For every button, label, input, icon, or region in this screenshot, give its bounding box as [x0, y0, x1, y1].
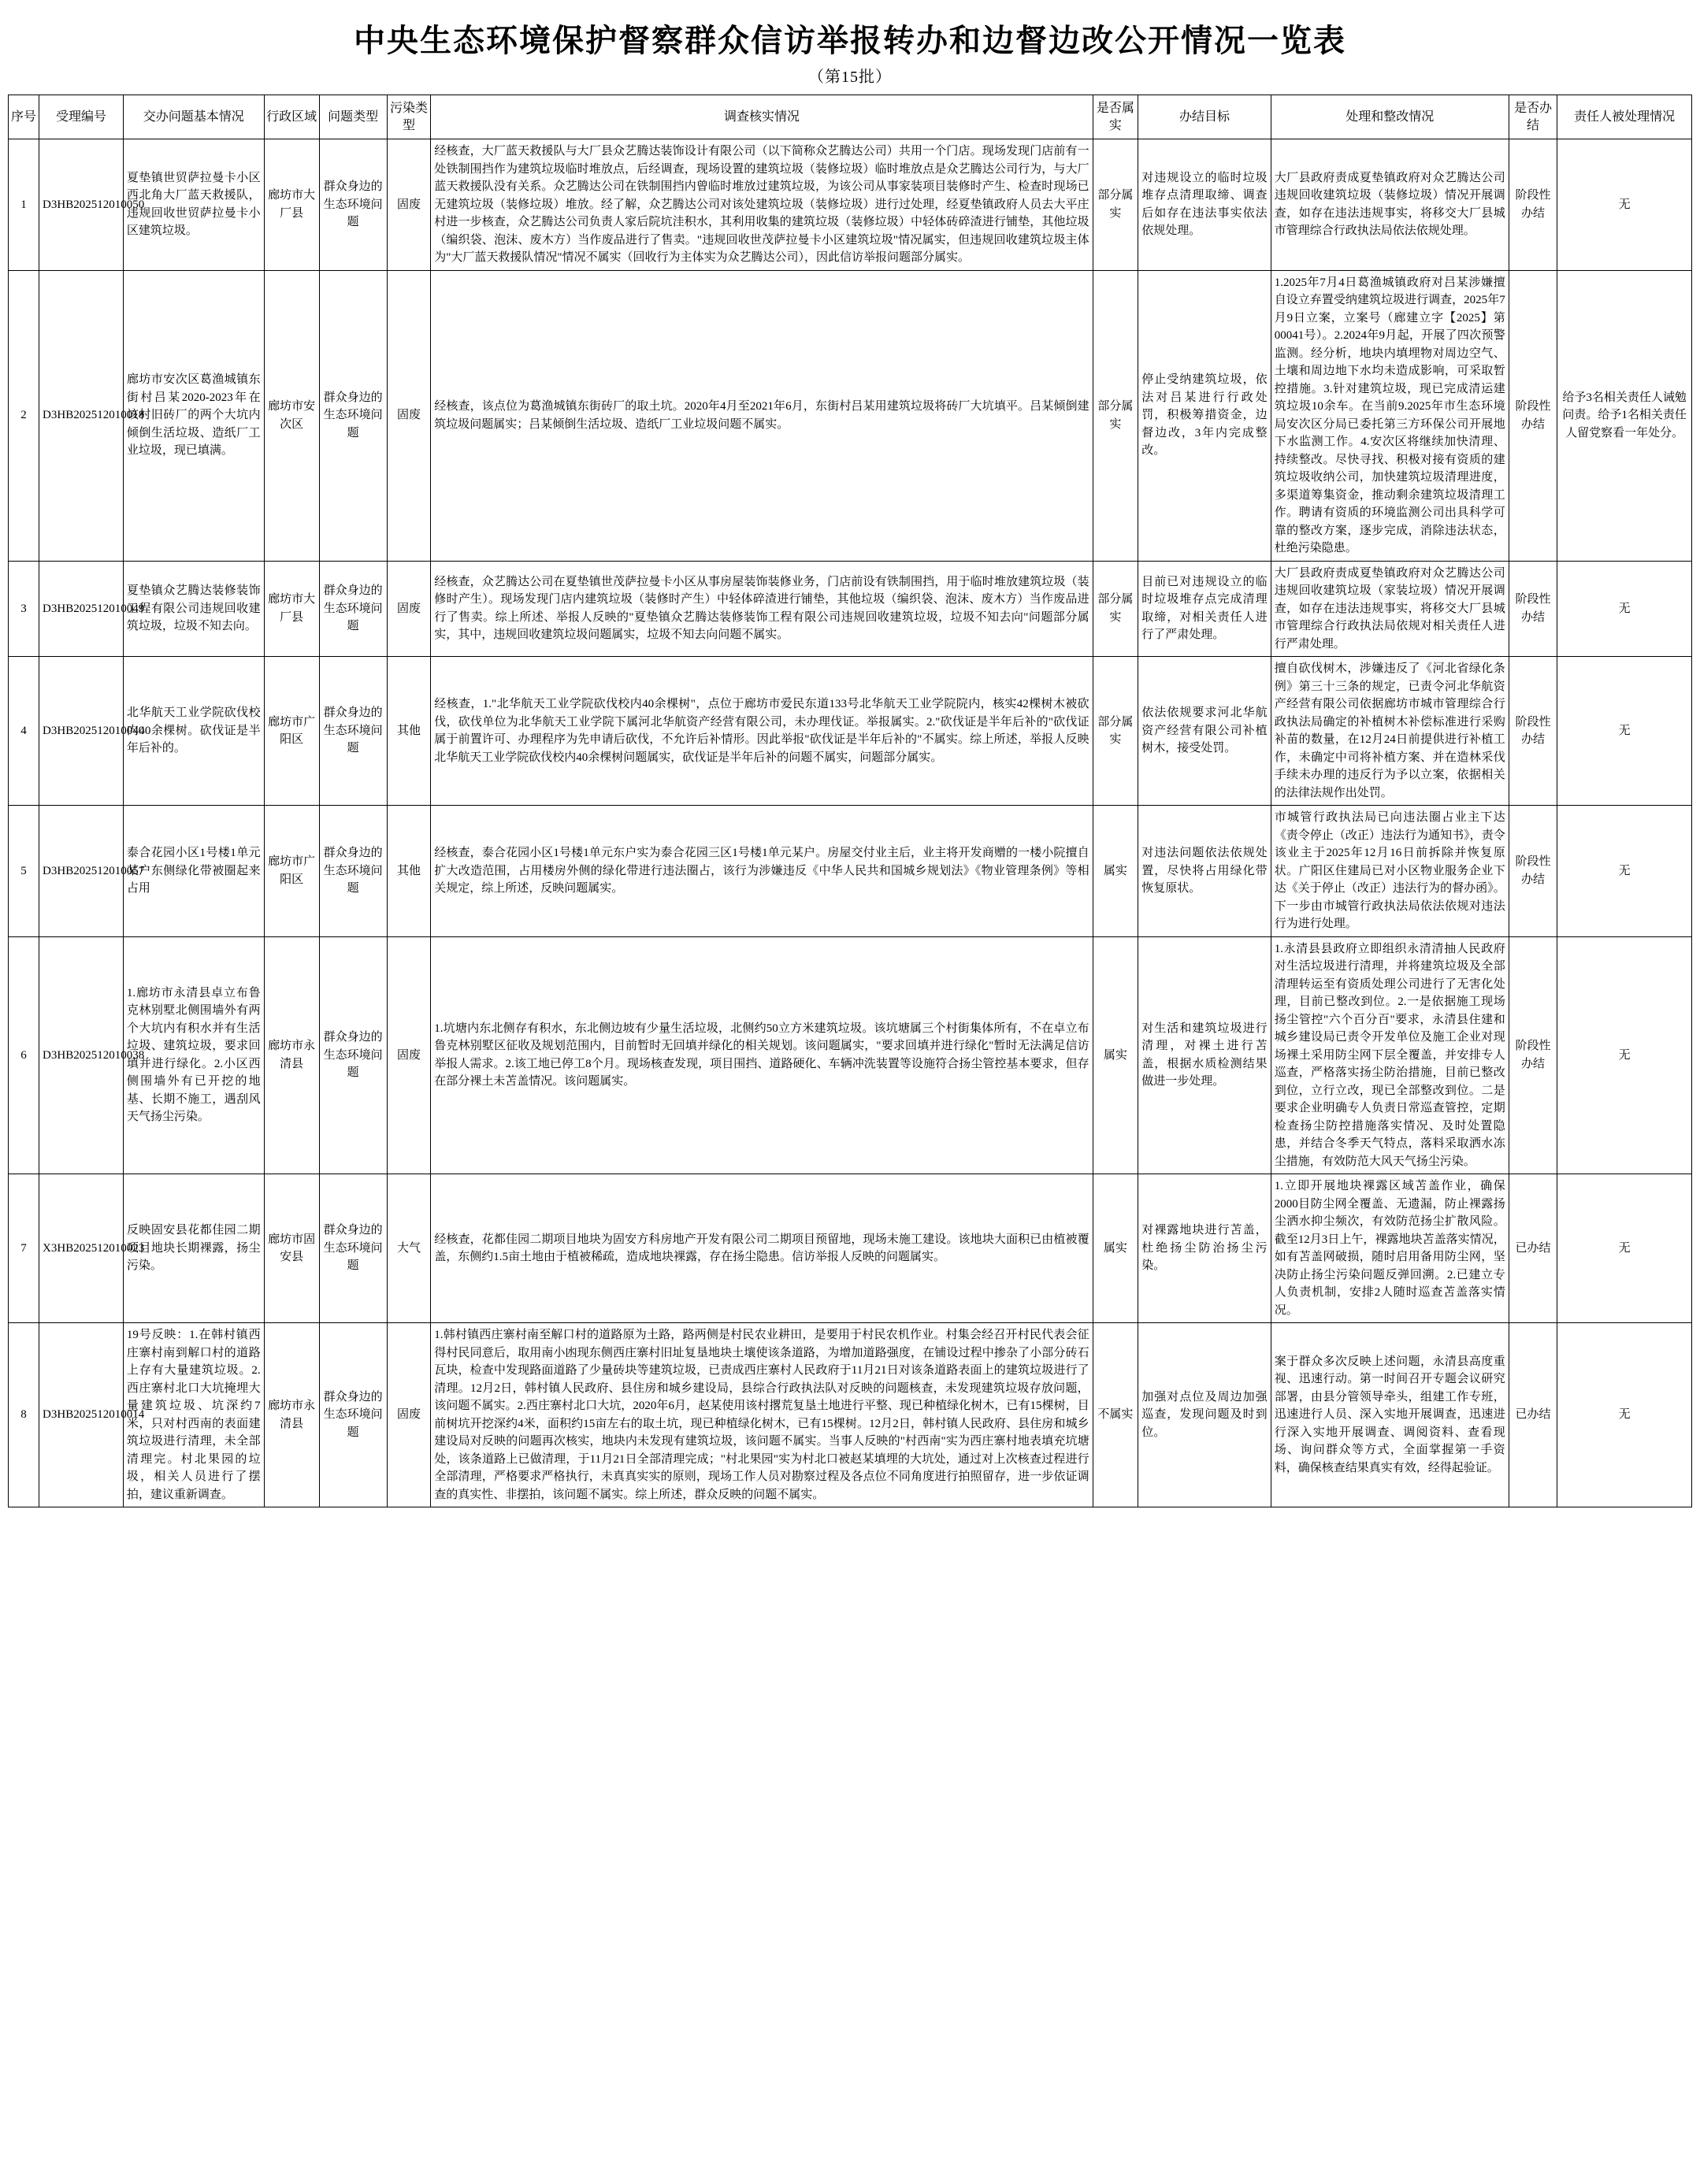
cell-index: 5	[9, 806, 39, 937]
column-header-description: 交办问题基本情况	[123, 95, 264, 139]
cell-code: D3HB202512010038	[39, 936, 124, 1174]
cell-remediation: 大厂县政府责成夏垫镇政府对众艺腾达公司违规回收建筑垃圾（装修垃圾）情况开展调查，如存在违法违规事实，将移交大厂县城市管理综合行政执法局依法依规处理。	[1271, 139, 1509, 271]
cell-goal: 对违规设立的临时垃圾堆存点清理取缔、调查后如存在违法事实依法依规处理。	[1138, 139, 1271, 271]
cell-remediation: 擅自砍伐树木，涉嫌违反了《河北省绿化条例》第三十三条的规定，已责令河北华航资产经营有限公司依据廊坊市城市管理综合行政执法局确定的补植树木补偿标准进行采购补苗的数量，在12月24日前提供进行补植工作，未确定中司将补植方案、并在造林采伐手续未办理的违反行为予以立案，依据相关的法律法规作出处罚。	[1271, 657, 1509, 806]
table-row	[9, 1174, 1692, 1323]
cell-responsible: 无	[1557, 561, 1692, 657]
cell-region: 廊坊市永清县	[264, 1323, 319, 1507]
column-header-investigation: 调查核实情况	[431, 95, 1093, 139]
table-row	[9, 561, 1692, 657]
table-row	[9, 806, 1692, 937]
cell-pollution-type: 固废	[387, 270, 430, 561]
column-header-remediation: 处理和整改情况	[1271, 95, 1509, 139]
cell-investigation: 经核查，1."北华航天工业学院砍伐校内40余棵树"，点位于廊坊市爱民东道133号北华航天工业学院院内，核实42棵树木被砍伐，砍伐单位为北华航天工业学院下属河北华航资产经营有限公司，未办理伐证。举报属实。2."砍伐证是半年后补的"砍伐证属于前置许可、办理程序为先申请后砍伐，不允许后补情形。因此举报"砍伐证是半年后补的"不属实。综上所述，举报人反映北华航天工业学院砍伐校内40余棵树问题属实，砍伐证是半年后补的问题不属实，问题部分属实。	[431, 657, 1093, 806]
cell-investigation: 1.韩村镇西庄寨村南至解口村的道路原为土路，路两侧是村民农业耕田，是要用于村民农机作业。村集会经召开村民代表会征得村民同意后，取用南小凼现东侧西庄寨村旧址复垦地块土壤使该条道路，为增加道路强度，在铺设过程中掺杂了小部分砖石瓦块，检查中发现路面道路了少量砖块等建筑垃圾，已责成西庄寨村人民政府于11月21日对该条道路表面上的建筑垃圾进行了清理。12月2日，韩村镇人民政府、县住房和城乡建设局，县综合行政执法队对反映的问题核查，未发现建筑垃圾存放问题，该问题不属实。2.西庄寨村北口大坑，2020年6月，赵某使用该村撂荒复垦土地进行平整、现已种植绿化树木，已有15棵树，目前树坑开挖深约4米，面积约15亩左右的取土坑，现已种植绿化树木，已有15棵树。12月2日，韩村镇人民政府、县住房和城乡建设局对反映的问题再次核实，地块内未发现有建筑垃圾，该问题不属实。当事人反映的"村西南"实为西庄寨村地表填充坑塘处，该条道路上已做清理，于11月21日全部清理完成；"村北果园"实为村北口被赵某填埋的大坑处，通过对上次核查过程进行全部清理，严格要求严格执行，未真真实实的原则，现场工作人员对勘察过程及各点位不同角度进行拍照留存，进一步依证调查的真实性、非摆拍，该问题不属实。综上所述，群众反映的问题不属实。	[431, 1323, 1093, 1507]
cell-code: D3HB202512010050	[39, 139, 124, 271]
cell-is-true: 属实	[1093, 1174, 1138, 1323]
cell-is-true: 不属实	[1093, 1323, 1138, 1507]
table-header-row	[9, 95, 1692, 139]
cell-responsible: 给予3名相关责任人诫勉问责。给予1名相关责任人留党察看一年处分。	[1557, 270, 1692, 561]
cell-investigation: 经核查，泰合花园小区1号楼1单元东户实为泰合花园三区1号楼1单元某户。房屋交付业主后，业主将开发商赠的一楼小院擅自扩大改造范围，占用楼房外侧的绿化带进行违法圈占，该行为涉嫌违反《中华人民共和国城乡规划法》《物业管理条例》等相关规定，综上所述，反映问题属实。	[431, 806, 1093, 937]
cell-region: 廊坊市大厂县	[264, 561, 319, 657]
cell-investigation: 经核查，花都佳园二期项目地块为固安方科房地产开发有限公司二期项目预留地，现场未施工建设。该地块大面积已由植被覆盖，东侧约1.5亩土地由于植被稀疏，造成地块裸露，存在扬尘隐患。信访举报人反映的问题属实。	[431, 1174, 1093, 1323]
column-header-problem-type: 问题类型	[319, 95, 387, 139]
cell-index: 4	[9, 657, 39, 806]
cell-problem-type: 群众身边的生态环境问题	[319, 1174, 387, 1323]
cell-pollution-type: 固废	[387, 936, 430, 1174]
cell-goal: 对违法问题依法依规处置，尽快将占用绿化带恢复原状。	[1138, 806, 1271, 937]
column-header-closed: 是否办结	[1509, 95, 1557, 139]
table-row	[9, 1323, 1692, 1507]
cell-closed: 阶段性办结	[1509, 936, 1557, 1174]
cell-index: 2	[9, 270, 39, 561]
cell-description: 廊坊市安次区葛渔城镇东街村吕某2020-2023年在该村旧砖厂的两个大坑内倾倒生活垃圾、造纸厂工业垃圾，现已填满。	[123, 270, 264, 561]
cell-problem-type: 群众身边的生态环境问题	[319, 270, 387, 561]
cell-region: 廊坊市固安县	[264, 1174, 319, 1323]
cell-pollution-type: 大气	[387, 1174, 430, 1323]
column-header-pollution-type: 污染类型	[387, 95, 430, 139]
column-header-is-true: 是否属实	[1093, 95, 1138, 139]
column-header-responsible: 责任人被处理情况	[1557, 95, 1692, 139]
cell-index: 8	[9, 1323, 39, 1507]
cell-index: 3	[9, 561, 39, 657]
cell-responsible: 无	[1557, 1174, 1692, 1323]
cell-code: X3HB202512010023	[39, 1174, 124, 1323]
cell-closed: 阶段性办结	[1509, 139, 1557, 271]
cell-responsible: 无	[1557, 139, 1692, 271]
cell-pollution-type: 固废	[387, 139, 430, 271]
table-row	[9, 139, 1692, 271]
cell-goal: 对裸露地块进行苫盖，杜绝扬尘防治扬尘污染。	[1138, 1174, 1271, 1323]
cell-problem-type: 群众身边的生态环境问题	[319, 806, 387, 937]
cell-problem-type: 群众身边的生态环境问题	[319, 1323, 387, 1507]
column-header-code: 受理编号	[39, 95, 124, 139]
cell-investigation: 经核查，大厂蓝天救援队与大厂县众艺腾达装饰设计有限公司（以下简称众艺腾达公司）共用一个门店。现场发现门店前有一处铁制围挡作为建筑垃圾临时堆放点，后经调查，现场设置的建筑垃圾（装修垃圾）临时堆放点是众艺腾达公司行为，与大厂蓝天救援队没有关系。众艺腾达公司在铁制围挡内曾临时堆放过建筑垃圾，为该公司从事家装项目装修时产生、检查时现场已无建筑垃圾（装修垃圾）堆放。经了解，众艺腾达公司对该处建筑垃圾（装修垃圾）进行过处理，经夏垫镇政府人员去大平庄村进一步核查，众艺腾达公司负责人家后院坑洼积水，其利用收集的建筑垃圾（装修垃圾）中轻体砖碎渣进行铺垫，其他垃圾（编织袋、泡沫、废木方）当作废品进行了售卖。"违规回收世茂萨拉曼卡小区建筑垃圾"情况属实，但违规回收建筑垃圾主体为"大厂蓝天救援队情况"情况不属实（回收行为主体实为众艺腾达公司），因此信访举报问题部分属实。	[431, 139, 1093, 271]
table-row	[9, 657, 1692, 806]
cell-region: 廊坊市永清县	[264, 936, 319, 1174]
cell-description: 泰合花园小区1号楼1单元某户东侧绿化带被圈起来占用	[123, 806, 264, 937]
table-body	[9, 139, 1692, 1507]
column-header-goal: 办结目标	[1138, 95, 1271, 139]
cell-problem-type: 群众身边的生态环境问题	[319, 561, 387, 657]
cell-goal: 对生活和建筑垃圾进行清理，对裸土进行苫盖，根据水质检测结果做进一步处理。	[1138, 936, 1271, 1174]
cell-goal: 依法依规要求河北华航资产经营有限公司补植树木，接受处罚。	[1138, 657, 1271, 806]
cell-remediation: 1.永清县县政府立即组织永清清抽人民政府对生活垃圾进行清理，并将建筑垃圾及全部清理转运至有资质处理公司进行了无害化处理，目前已整改到位。2.一是依据施工现场扬尘管控"六个百分百"要求，永清县住建和城乡建设局已责令开发单位及施工企业对现场裸土采用防尘网下层全覆盖，并安排专人巡查，严格落实扬尘防治措施，目前已整改到位，立行立改，现已全部整改到位。二是要求企业明确专人负责日常巡查管控，定期检查扬尘防控措施落实情况、及时处置隐患，并结合冬季天气特点，落料采取洒水冻尘措施，有效防范大风天气扬尘污染。	[1271, 936, 1509, 1174]
cell-is-true: 部分属实	[1093, 561, 1138, 657]
cell-description: 夏垫镇世贸萨拉曼卡小区西北角大厂蓝天救援队，违规回收世贸萨拉曼卡小区建筑垃圾。	[123, 139, 264, 271]
cell-investigation: 经核查，该点位为葛渔城镇东街砖厂的取土坑。2020年4月至2021年6月，东街村吕某用建筑垃圾将砖厂大坑填平。吕某倾倒建筑垃圾问题属实；吕某倾倒生活垃圾、造纸厂工业垃圾问题不属实。	[431, 270, 1093, 561]
cell-remediation: 大厂县政府责成夏垫镇政府对众艺腾达公司违规回收建筑垃圾（家装垃圾）情况开展调查，如存在违法违规事实，将移交大厂县城市管理综合行政执法局依规对相关责任人进行严肃处理。	[1271, 561, 1509, 657]
cell-index: 6	[9, 936, 39, 1174]
cell-responsible: 无	[1557, 1323, 1692, 1507]
cell-region: 廊坊市广阳区	[264, 806, 319, 937]
cell-index: 1	[9, 139, 39, 271]
cell-investigation: 1.坑塘内东北侧存有积水，东北侧边坡有少量生活垃圾，北侧约50立方米建筑垃圾。该坑塘属三个村街集体所有，不在卓立布鲁克林别墅区征收及规划范围内，目前暂时无回填并绿化的相关规划。该问题属实，"要求回填并进行绿化"暂时无法满足信访举报人需求。2.该工地已停工8个月。现场核查发现，项目围挡、道路硬化、车辆冲洗装置等设施符合扬尘管控基本要求，但存在部分裸土未苫盖情况。该问题属实。	[431, 936, 1093, 1174]
cell-code: D3HB202512010014	[39, 1323, 124, 1507]
cell-problem-type: 群众身边的生态环境问题	[319, 139, 387, 271]
cell-investigation: 经核查，众艺腾达公司在夏垫镇世茂萨拉曼卡小区从事房屋装饰装修业务，门店前设有铁制围挡，用于临时堆放建筑垃圾（装修时产生）。现场发现门店内建筑垃圾（装修时产生）中轻体碎渣进行铺垫，其他垃圾（编织袋、泡沫、废木方）当作废品进行了售卖。综上所述、举报人反映的"夏垫镇众艺腾达装修装饰工程有限公司违规回收建筑垃圾，垃圾不知去向"问题部分属实，其中，违规回收建筑垃圾问题属实，垃圾不知去向问题不属实。	[431, 561, 1093, 657]
cell-remediation: 1.2025年7月4日葛渔城镇政府对吕某涉嫌擅自设立弃置受纳建筑垃圾进行调查，2025年7月9日立案，立案号（廊建立字【2025】第00041号）。2.2024年9月起，开展了四次预警监测。经分析，地块内填埋物对周边空气、土壤和周边地下水均未造成影响，可采取暂控措施。3.针对建筑垃圾，现已完成清运建筑垃圾10余车。在当前9.2025年市生态环境局安次区分局已委托第三方环保公司开展地下水监测工作。4.安次区将继续加快清理、持续整改。尽快寻找、积极对接有资质的建筑垃圾收纳公司，加快建筑垃圾清理进度，多渠道筹集资金，推动剩余建筑垃圾清理工作。聘请有资质的环境监测公司出具科学可靠的整改方案，逐步完成，消除违法状态，杜绝污染隐患。	[1271, 270, 1509, 561]
table-row	[9, 270, 1692, 561]
cell-goal: 加强对点位及周边加强巡查，发现问题及时到位。	[1138, 1323, 1271, 1507]
cell-responsible: 无	[1557, 936, 1692, 1174]
cell-code: D3HB202512010049	[39, 561, 124, 657]
complaints-table	[8, 95, 1692, 1507]
cell-description: 1.廊坊市永清县卓立布鲁克林别墅北侧围墙外有两个大坑内有积水并有生活垃圾、建筑垃圾，要求回填并进行绿化。2.小区西侧围墙外有已开挖的地基、长期不施工，遇刮风天气扬尘污染。	[123, 936, 264, 1174]
column-header-region: 行政区域	[264, 95, 319, 139]
cell-closed: 阶段性办结	[1509, 270, 1557, 561]
cell-description: 19号反映：1.在韩村镇西庄寨村南到解口村的道路上存有大量建筑垃圾。2.西庄寨村北口大坑掩埋大量建筑垃圾、坑深约7米，只对村西南的表面建筑垃圾进行清理，未全部清理完。村北果园的垃圾，相关人员进行了摆拍，建议重新调查。	[123, 1323, 264, 1507]
cell-code: D3HB202512010040	[39, 657, 124, 806]
cell-closed: 阶段性办结	[1509, 806, 1557, 937]
page-title: 中央生态环境保护督察群众信访举报转办和边督边改公开情况一览表	[354, 23, 1346, 58]
cell-is-true: 属实	[1093, 806, 1138, 937]
table-row	[9, 936, 1692, 1174]
column-header-index: 序号	[9, 95, 39, 139]
cell-remediation: 1.立即开展地块裸露区域苫盖作业，确保2000目防尘网全覆盖、无遗漏，防止裸露扬尘洒水抑尘频次，有效防范扬尘扩散风险。截至12月3日上午，裸露地块苫盖落实情况，如有苫盖网破损，随时启用备用防尘网，坚决防止扬尘污染问题反弹回溯。2.已建立专人负责机制，安排2人随时巡查苫盖落实情况。	[1271, 1174, 1509, 1323]
cell-goal: 停止受纳建筑垃圾，依法对吕某进行行政处罚，积极筹措资金，边督边改，3年内完成整改。	[1138, 270, 1271, 561]
cell-problem-type: 群众身边的生态环境问题	[319, 936, 387, 1174]
cell-code: D3HB202512010018	[39, 270, 124, 561]
cell-closed: 阶段性办结	[1509, 657, 1557, 806]
cell-index: 7	[9, 1174, 39, 1323]
cell-is-true: 部分属实	[1093, 139, 1138, 271]
cell-pollution-type: 固废	[387, 1323, 430, 1507]
cell-pollution-type: 其他	[387, 657, 430, 806]
cell-description: 北华航天工业学院砍伐校内40余棵树。砍伐证是半年后补的。	[123, 657, 264, 806]
cell-pollution-type: 其他	[387, 806, 430, 937]
cell-region: 廊坊市大厂县	[264, 139, 319, 271]
cell-pollution-type: 固废	[387, 561, 430, 657]
cell-is-true: 部分属实	[1093, 270, 1138, 561]
cell-goal: 目前已对违规设立的临时垃圾堆存点完成清理取缔，对相关责任人进行了严肃处理。	[1138, 561, 1271, 657]
cell-responsible: 无	[1557, 806, 1692, 937]
cell-is-true: 属实	[1093, 936, 1138, 1174]
cell-description: 夏垫镇众艺腾达装修装饰工程有限公司违规回收建筑垃圾，垃圾不知去向。	[123, 561, 264, 657]
cell-description: 反映固安县花都佳园二期项目地块长期裸露，扬尘污染。	[123, 1174, 264, 1323]
cell-region: 廊坊市安次区	[264, 270, 319, 561]
cell-is-true: 部分属实	[1093, 657, 1138, 806]
cell-responsible: 无	[1557, 657, 1692, 806]
cell-code: D3HB202512010057	[39, 806, 124, 937]
cell-remediation: 市城管行政执法局已向违法圈占业主下达《责令停止（改正）违法行为通知书》，责令该业主于2025年12月16日前拆除并恢复原状。广阳区住建局已对小区物业服务企业下达《关于停止（改正）违法行为的督办函》。下一步由市城管行政执法局依法依规对违法行为进行处理。	[1271, 806, 1509, 937]
cell-problem-type: 群众身边的生态环境问题	[319, 657, 387, 806]
page-subtitle: （第15批）	[808, 69, 892, 86]
cell-region: 廊坊市广阳区	[264, 657, 319, 806]
cell-closed: 阶段性办结	[1509, 561, 1557, 657]
cell-remediation: 案于群众多次反映上述问题，永清县高度重视、迅速行动。第一时间召开专题会议研究部署，由县分管领导牵头，组建工作专班，迅速进行人员、深入实地开展调查，迅速进行深入实地开展调查、调阅资料、查看现场、询问群众等方式，全面掌握第一手资料，确保核查结果真实有效，经得起验证。	[1271, 1323, 1509, 1507]
cell-closed: 已办结	[1509, 1174, 1557, 1323]
cell-closed: 已办结	[1509, 1323, 1557, 1507]
